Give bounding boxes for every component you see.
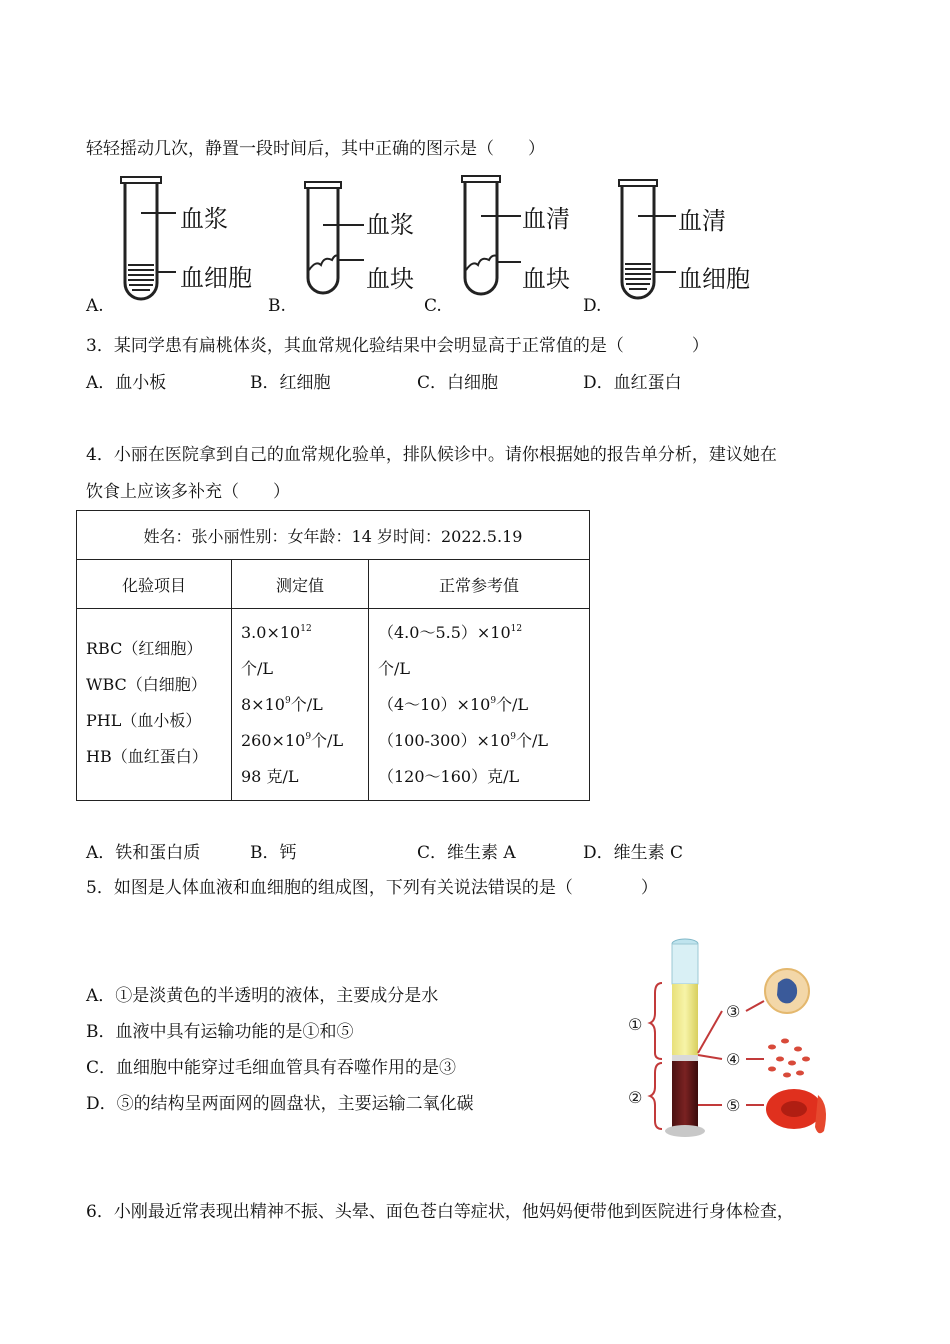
q4-stem-line1: 4．小丽在医院拿到自己的血常规化验单，排队候诊中。请你根据她的报告单分析，建议她在 [86,445,777,465]
ref-rbc-unit: 个/L [378,659,411,678]
q5-option-b: B．血液中具有运输功能的是①和⑤ [86,1022,354,1042]
measured-phl: $260\times 10^9$个/L [241,731,344,750]
tube-top-label: 血清 [522,205,570,233]
option-letter: C. [424,296,442,316]
item-hb: HB（血红蛋白） [86,747,208,766]
blood-report-table [76,510,590,801]
q4-option-c: C．维生素 A [417,843,516,863]
test-tube-d-icon [616,178,678,306]
q3-option-d: D．血红蛋白 [583,373,682,393]
q5-stem: 5．如图是人体血液和血细胞的组成图，下列有关说法错误的是（ ） [86,878,658,898]
ref-wbc: $(4\sim 10)\times 10^9$个/L [378,695,529,714]
test-tube-a-icon [118,175,178,305]
blood-composition-figure [622,935,837,1150]
q3-option-a: A．血小板 [86,373,167,393]
measured-wbc: $8\times 10^9$个/L [241,695,323,714]
q5-option-c: C．血细胞中能穿过毛细血管具有吞噬作用的是③ [86,1058,457,1078]
item-rbc: RBC（红细胞） [86,639,203,658]
tube-bottom-label: 血细胞 [180,264,252,292]
item-wbc: WBC（白细胞） [86,675,207,694]
tube-bottom-label: 血细胞 [678,265,750,293]
measured-hb: 98 克/L [241,767,299,786]
q5-option-d: D．⑤的结构呈两面网的圆盘状，主要运输二氧化碳 [86,1094,474,1114]
q4-option-d: D．维生素 C [583,843,684,863]
measured-rbc: $3.0\times 10^{12}$ [241,623,312,642]
col-header-reference: 正常参考值 [369,560,590,609]
tube-bottom-label: 血块 [366,265,414,293]
tube-top-label: 血浆 [366,211,414,239]
item-phl: PHL（血小板） [86,711,202,730]
reference-cell [369,609,590,801]
col-header-measured: 测定值 [232,560,369,609]
measured-cell [232,609,369,801]
ref-rbc: $(4.0\sim 5.5)\times 10^{12}$ [378,623,523,642]
q2-stem-tail: 轻轻摇动几次，静置一段时间后，其中正确的图示是（ ） [86,139,545,159]
option-letter: B. [268,296,286,316]
tube-top-label: 血浆 [180,205,228,233]
label-2: ② [628,1088,643,1107]
q4-option-a: A．铁和蛋白质 [86,843,201,863]
items-cell [77,609,232,801]
q3-option-b: B．红细胞 [250,373,331,393]
q3-option-c: C．白细胞 [417,373,499,393]
option-letter: A. [86,296,104,316]
label-3: ③ [726,1002,741,1021]
tube-bottom-label: 血块 [522,265,570,293]
option-letter: D. [583,296,602,316]
tube-top-label: 血清 [678,207,726,235]
q6-stem: 6．小刚最近常表现出精神不振、头晕、面色苍白等症状，他妈妈便带他到医院进行身体检查， [86,1202,794,1222]
q4-option-b: B．钙 [250,843,297,863]
q4-stem-line2: 饮食上应该多补充（ ） [86,482,290,502]
measured-rbc-unit: 个/L [241,659,274,678]
label-5: ⑤ [726,1096,741,1115]
platelets-icon [768,1039,810,1078]
test-tube-b-icon [302,180,366,306]
test-tube-c-icon [459,174,523,306]
label-1: ① [628,1015,643,1034]
label-4: ④ [726,1050,741,1069]
report-header: 姓名：张小丽性别：女年龄：14 岁时间：2022.5.19 [77,511,590,560]
q3-stem: 3．某同学患有扁桃体炎，其血常规化验结果中会明显高于正常值的是（ ） [86,336,709,356]
q5-option-a: A．①是淡黄色的半透明的液体，主要成分是水 [86,986,439,1006]
col-header-item: 化验项目 [77,560,232,609]
ref-phl: $(100-300)\times 10^9$个/L [378,731,549,750]
ref-hb: （120～160）克/L [378,767,520,786]
